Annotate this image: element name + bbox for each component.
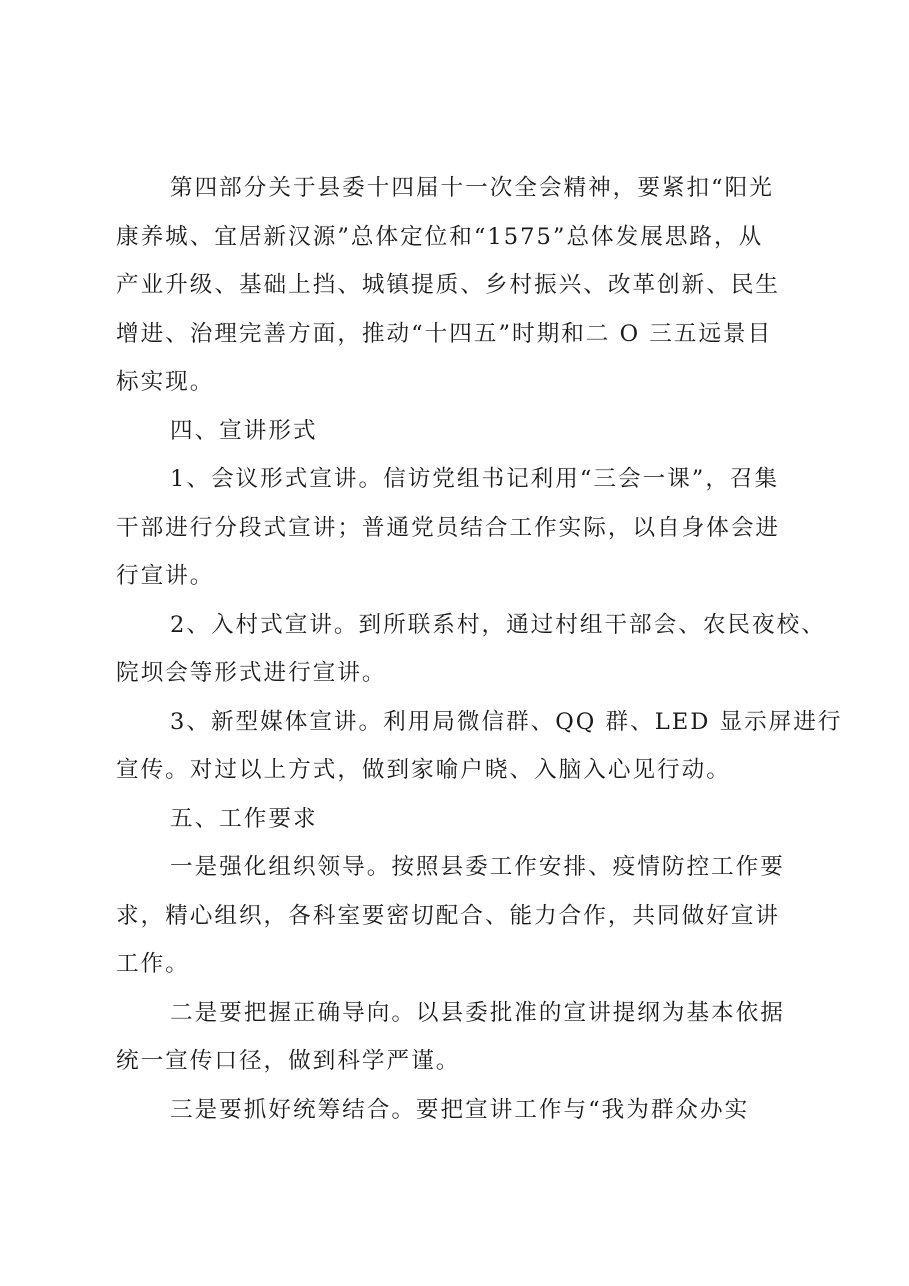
text-line: 康养城、宜居新汉源”总体定位和“1575”总体发展思路，从: [116, 223, 764, 250]
text-line: 产业升级、基础上挡、城镇提质、乡村振兴、改革创新、民生: [116, 272, 781, 298]
text-line: 行宣讲。: [116, 563, 215, 589]
paragraph: [116, 164, 806, 407]
text-line: 三是要抓好统筹结合。要把宣讲工作与“我为群众办实: [170, 1096, 750, 1123]
text-line: 二是要把握正确导向。以县委批准的宣讲提纲为基本依据: [170, 999, 785, 1026]
text-line: 院坝会等形式进行宣讲。: [116, 660, 387, 686]
text-line: 四、宣讲形式: [170, 417, 318, 444]
paragraph: [116, 407, 806, 456]
text-line: 1、会议形式宣讲。信访党组书记利用“三会一课”，召集: [170, 466, 780, 492]
text-line: 第四部分关于县委十四届十一次全会精神，要紧扣“阳光: [170, 175, 774, 201]
document-body: [116, 164, 843, 1134]
text-line: 3、新型媒体宣讲。利用局微信群、QQ 群、LED 显示屏进行: [170, 708, 843, 735]
paragraph: [116, 455, 806, 601]
text-line: 标实现。: [116, 369, 215, 395]
text-line: 宣传。对过以上方式，做到家喻户晓、入脑入心见行动。: [116, 757, 731, 783]
paragraph: [116, 795, 806, 844]
text-line: 干部进行分段式宣讲；普通党员结合工作实际，以自身体会进: [116, 514, 781, 541]
paragraph: [116, 601, 826, 698]
paragraph: [116, 989, 806, 1086]
paragraph: [116, 698, 843, 795]
text-line: 增进、治理完善方面，推动“十四五”时期和二 O 三五远景目: [116, 320, 773, 347]
text-line: 求，精心组织，各科室要密切配合、能力合作，共同做好宣讲: [116, 902, 781, 929]
text-line: 五、工作要求: [170, 805, 318, 832]
text-line: 工作。: [116, 951, 190, 977]
text-line: 统一宣传口径，做到科学严谨。: [116, 1048, 461, 1074]
paragraph: [116, 843, 806, 989]
paragraph: [116, 1086, 806, 1135]
text-line: 2、入村式宣讲。到所联系村，通过村组干部会、农民夜校、: [170, 611, 826, 638]
text-line: 一是强化组织领导。按照县委工作安排、疫情防控工作要: [170, 854, 785, 880]
